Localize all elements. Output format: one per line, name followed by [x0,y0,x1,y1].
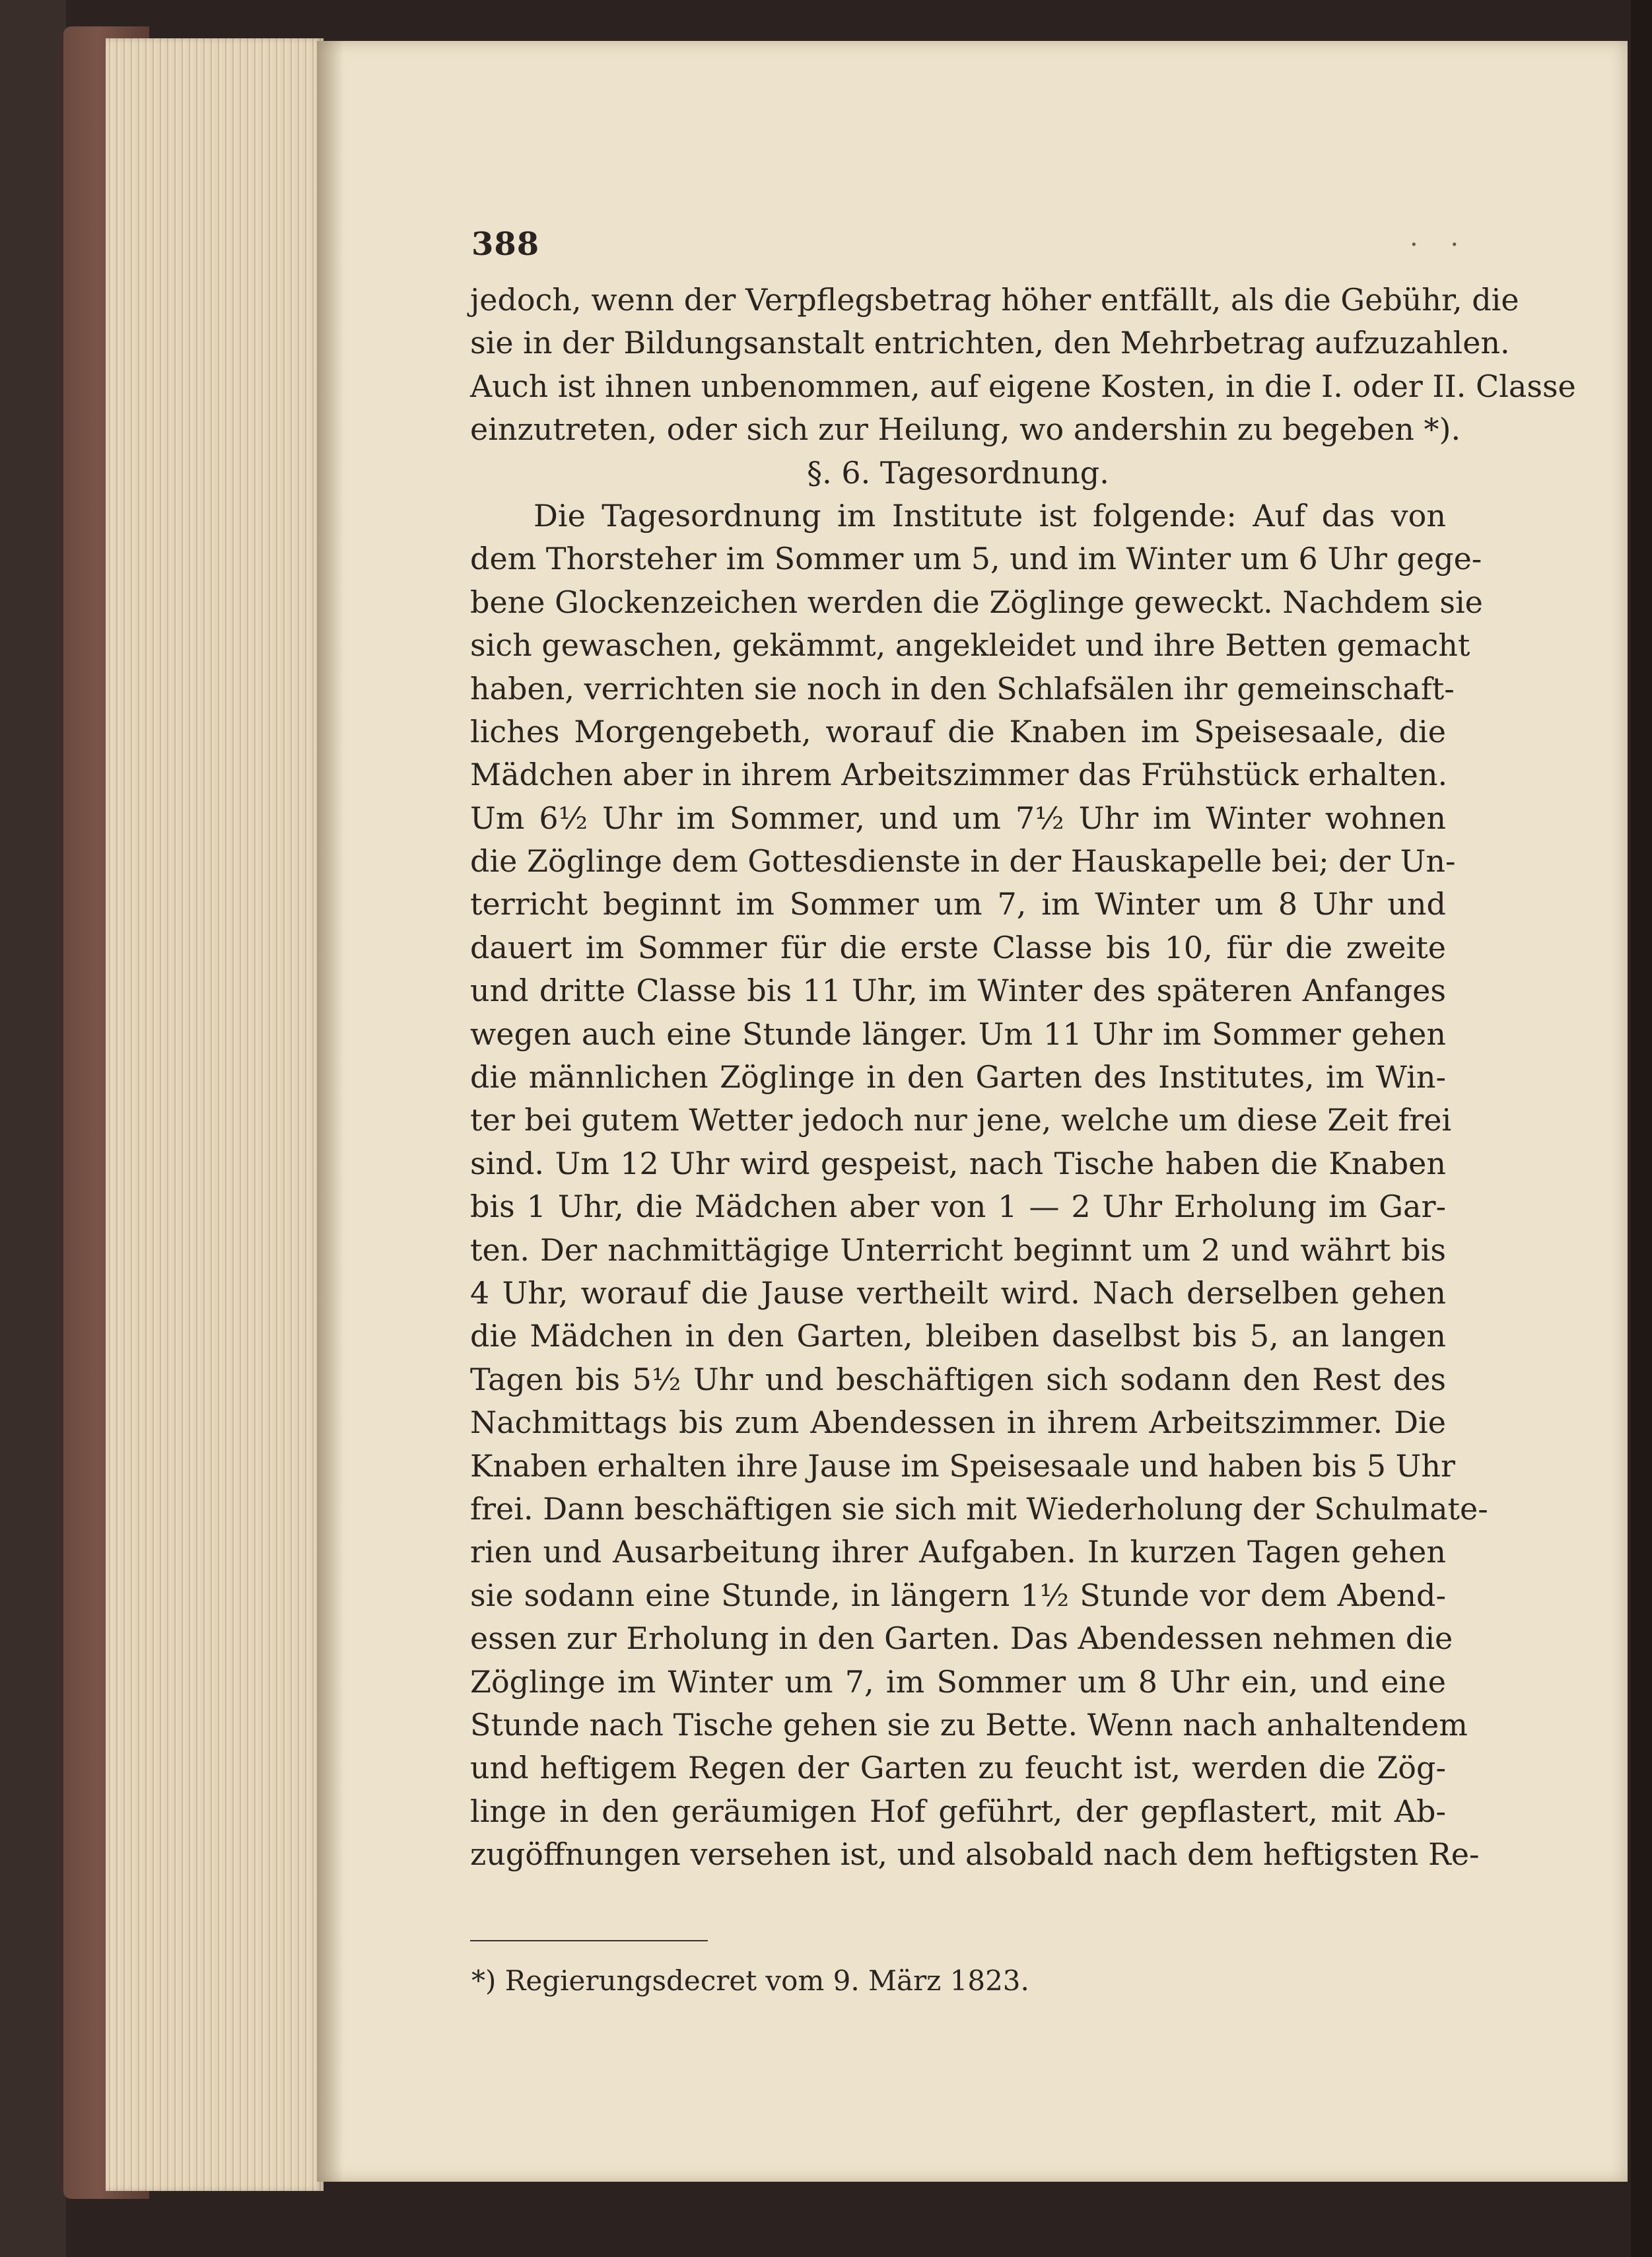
section-heading: §. 6. Tagesordnung. [807,454,1109,491]
text-line: einzutreten, oder sich zur Heilung, wo andershin zu begeben *). [470,411,1461,448]
text-line: und dritte Classe bis 11 Uhr, im Winter des späteren Anfanges [470,973,1446,1009]
text-line: sie sodann eine Stunde, in längern 1½ Stunde vor dem Abend- [470,1577,1446,1613]
footnote: *) Regierungsdecret vom 9. März 1823. [471,1964,1029,1997]
text-line: Tagen bis 5½ Uhr und beschäftigen sich sodann den Rest des [470,1361,1446,1397]
text-line: Stunde nach Tische gehen sie zu Bette. Wenn nach anhaltendem [470,1706,1468,1743]
text-line: essen zur Erholung in den Garten. Das Abendessen nehmen die [470,1620,1453,1657]
text-line: und heftigem Regen der Garten zu feucht ist, werden die Zög- [470,1750,1446,1786]
text-line: wegen auch eine Stunde länger. Um 11 Uhr im Sommer gehen [470,1016,1446,1052]
text-line: zugöffnungen versehen ist, und alsobald nach dem heftigsten Re- [470,1836,1480,1873]
text-line: linge in den geräumigen Hof geführt, der gepflastert, mit Ab- [470,1793,1446,1829]
page-number: 388 [471,226,540,263]
text-line: Auch ist ihnen unbenommen, auf eigene Kosten, in die I. oder II. Classe [470,368,1576,404]
text-line: sie in der Bildungsanstalt entrichten, den Mehrbetrag aufzuzahlen. [470,325,1510,361]
text-line: ten. Der nachmittägige Unterricht beginnt um 2 und währt bis [470,1232,1446,1268]
text-line: die Mädchen in den Garten, bleiben daselbst bis 5, an langen [470,1318,1446,1354]
gutter-shadow [317,41,343,2182]
text-line: 4 Uhr, worauf die Jause vertheilt wird. Nach derselben gehen [470,1274,1446,1311]
text-line: jedoch, wenn der Verpflegsbetrag höher entfällt, als die Gebühr, die [470,282,1519,318]
text-line: Zöglinge im Winter um 7, im Sommer um 8 Uhr ein, und eine [470,1663,1446,1700]
text-line: Um 6½ Uhr im Sommer, und um 7½ Uhr im Winter wohnen [470,800,1446,836]
text-line: terricht beginnt im Sommer um 7, im Winter um 8 Uhr und [470,886,1446,922]
text-line: Mädchen aber in ihrem Arbeitszimmer das Frühstück erhalten. [470,757,1448,793]
text-line: ter bei gutem Wetter jedoch nur jene, welche um diese Zeit frei [470,1102,1452,1138]
stray-mark: . . [1410,222,1471,252]
text-line: Knaben erhalten ihre Jause im Speisesaale und haben bis 5 Uhr [470,1447,1456,1484]
text-line: haben, verrichten sie noch in den Schlafsälen ihr gemeinschaft- [470,670,1455,707]
footnote-rule [470,1940,708,1941]
text-line: Die Tagesordnung im Institute ist folgende: Auf das von [533,497,1446,534]
text-line: rien und Ausarbeitung ihrer Aufgaben. In kurzen Tagen gehen [470,1534,1446,1570]
text-line: die Zöglinge dem Gottesdienste in der Hauskapelle bei; der Un- [470,843,1456,880]
text-line: Nachmittags bis zum Abendessen in ihrem Arbeitszimmer. Die [470,1405,1446,1441]
body-text [470,279,1576,1876]
text-line: sind. Um 12 Uhr wird gespeist, nach Tische haben die Knaben [470,1145,1446,1181]
text-line: sich gewaschen, gekämmt, angekleidet und ihre Betten gemacht [470,627,1470,664]
text-line: bene Glockenzeichen werden die Zöglinge geweckt. Nachdem sie [470,584,1483,620]
text-line: dem Thorsteher im Sommer um 5, und im Winter um 6 Uhr gege- [470,541,1482,577]
text-line: dauert im Sommer für die erste Classe bis 10, für die zweite [470,929,1446,965]
page-edges [106,38,324,2191]
text-line: die männlichen Zöglinge in den Garten des Institutes, im Win- [470,1059,1446,1095]
background-right [1631,0,1652,2257]
background-left [0,0,66,2257]
text-line: liches Morgengebeth, worauf die Knaben im Speisesaale, die [470,713,1446,749]
text-line: frei. Dann beschäftigen sie sich mit Wiederholung der Schulmate- [470,1490,1488,1527]
text-line: bis 1 Uhr, die Mädchen aber von 1 — 2 Uhr Erholung im Gar- [470,1189,1446,1225]
